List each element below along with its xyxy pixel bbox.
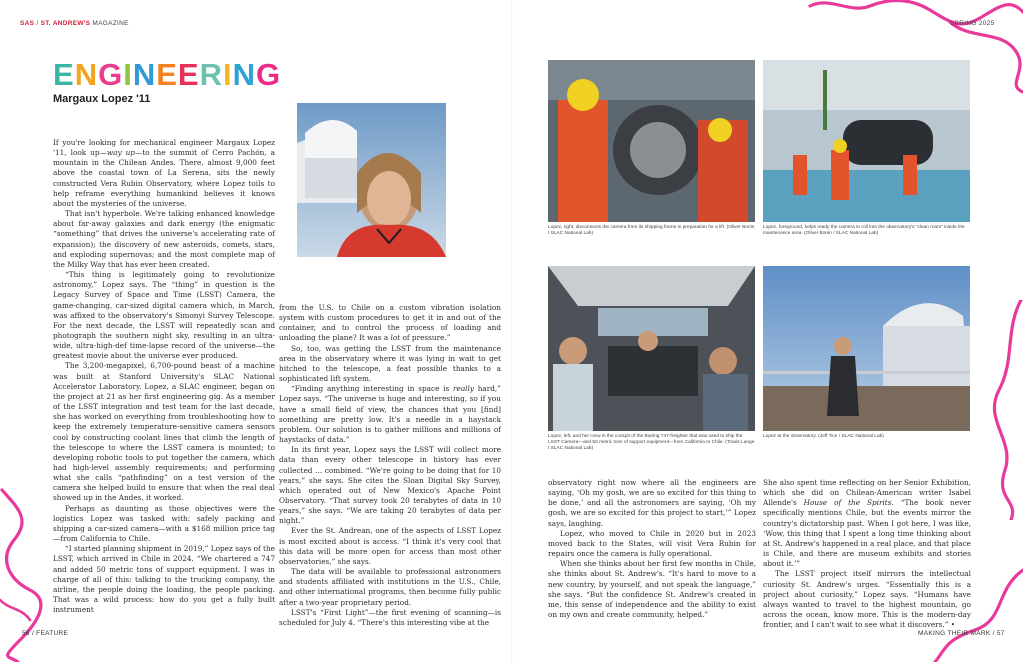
article-column-3: [548, 478, 756, 618]
photo-observatory: [763, 266, 970, 431]
paragraph: The 3,200-megapixel, 6,700-pound beast of a machine was built at Stanford University's SLAC National Accelerator Laboratory. Lopez, a SLAC engineer, began on the project at 21 as her first engineering gig. As a member of the LSST integration and test team for the last decade, she has worked on everything from troubleshooting how to keep the extremely temperature-sensitive camera sensors cool by constructing coolant lines that climb the length of the telescope to where the LSST camera is mounted; to developing robotic tools to put together the camera, which had high-level assembly requirements; and performing what she calls “pathfinding” on a test version of the camera she helped build to ensure that when the real deal showed up in the Andes, it worked.: [53, 361, 275, 503]
title-letter: E: [177, 57, 200, 92]
paragraph: [763, 478, 971, 569]
paragraph: “I started planning shipment in 2019,” Lopez says of the LSST, which arrived in Chile in 2024. “We chartered a 747 and added 50 metric tons of support equipment. I was in charge of all of this: talking to the trucking company, the airline, the people doing the loading, the people packing. That was a wild process: how do you get a fully built instrument: [53, 544, 275, 615]
caption-cockpit-crew: Lopez, left, and her crew in the cockpit of the Boeing 747-freighter that was used to ship the LSST Camera—and 50 metric tons of support equipment—from California to Chile. (Travis Lange / SLAC National Lab): [548, 434, 755, 452]
header-separator: /: [34, 20, 41, 27]
emphasis: way up: [106, 148, 135, 158]
title-letter: E: [53, 57, 75, 92]
paragraph: The data will be available to professional astronomers and students affiliated with institutions in the U.S., Chile, and other international programs, then become fully public after a two-year proprietary period.: [279, 567, 501, 607]
byline: Margaux Lopez '11: [53, 93, 151, 105]
feature-title: [53, 57, 282, 92]
header-sas: SAS: [20, 20, 35, 27]
caption-observatory: Lopez at the observatory. (Jeff Tice / SLAC National Lab): [763, 434, 884, 439]
title-letter: G: [256, 57, 282, 92]
footer-separator: /: [990, 630, 997, 637]
paragraph: [279, 303, 501, 344]
title-letter: N: [74, 57, 99, 92]
running-footer-left: [22, 630, 68, 637]
text-run: from the U.S. to Chile on a custom vibration isolation system with custom procedures to get it in and out of the container, and to control the process of loading and unloading the plane? It was a: [279, 303, 501, 343]
emphasis: House of the Spirits: [803, 498, 892, 508]
paragraph: [279, 384, 501, 445]
emphasis: really: [453, 384, 474, 394]
title-letter: G: [98, 57, 124, 92]
text-run: “Finding anything interesting in space is: [291, 384, 454, 394]
portrait-photo: [297, 103, 446, 257]
paragraph: observatory right now where all the engineers are saying, ‘Oh my gosh, we are so excited for this thing to be done,’ and all the astronomers are saying, ‘Oh my gosh, we are so excited for this project to start,’” Lopez says, laughing.: [548, 478, 756, 528]
title-letter: E: [156, 57, 178, 92]
page-gutter: [511, 0, 513, 662]
paragraph: So, too, was getting the LSST from the maintenance area in the observatory where it was lying in wait to get hitched to the telescope, a feat possible thanks to a sophisticated lift system.: [279, 343, 501, 384]
paragraph: That isn't hyperbole. We're talking enhanced knowledge about far-away galaxies and dark energy (the enigmatic “something” that drives the universe's accelerating rate of expansion); the discovery of new asteroids, comets, stars, and exploding supernovas; and the most complete map of the Milky Way that has ever been created.: [53, 209, 275, 269]
paragraph: LSST's “First Light”—the first evening of scanning—is scheduled for July 4. “There's this interesting vibe at the: [279, 607, 501, 627]
paragraph: The LSST project itself mirrors the intellectual curiosity St. Andrew's urges. “Essentially this is a project about curiosity,” Lopez says. “Humans have always wanted to travel to the highest mountain, go across the ocean, know more. This is the modern-day frontier, and I can't wait to see what it discovers.” •: [763, 569, 971, 630]
title-letter: N: [132, 57, 157, 92]
running-footer-right: [918, 630, 1005, 637]
footer-separator: /: [29, 630, 37, 637]
text-run: She also spent time reflecting on her Senior Exhibition, which she did on Chilean-American writer Isabel Allende's: [763, 478, 971, 508]
page-number-right: 57: [996, 630, 1005, 637]
title-letter: I: [222, 57, 233, 92]
photo-camera-disconnect: [548, 60, 755, 222]
emphasis: lot: [390, 333, 401, 343]
paragraph: Perhaps as daunting as those objectives were the logistics Lopez was tasked with: safely packing and shipping a car-sized camera—with a $168 million price tag—from California to Chile.: [53, 503, 275, 544]
header-school: ST. ANDREW'S: [40, 20, 91, 27]
title-letter: N: [232, 57, 256, 92]
paragraph: Ever the St. Andrean, one of the aspects of LSST Lopez is most excited about is access. “I think it's very cool that this data will be more open for access than most other observatories,” she says.: [279, 526, 501, 566]
paragraph: In its first year, Lopez says the LSST will collect more data than every other telescope in history has ever collected … combined. “We're going to be doing that for 10 years,” she says. She cites the Sloan Digital Sky Survey, which operated out of New Mexico's Apache Point Observatory. “That survey took 20 terabytes of data in 10 years,” she says. “We are taking 20 terabytes of data per night.”: [279, 445, 501, 526]
text-run: If you're looking for mechanical engineer Margaux Lopez '11, look up—: [53, 138, 275, 158]
article-column-2: [279, 303, 501, 627]
paragraph: Lopez, who moved to Chile in 2020 but in 2023 moved back to the States, will visit Vera Rubin for repairs once the camera is fully operational.: [548, 528, 756, 559]
caption-clean-room-prep: Lopez, foreground, helps ready the camera to roll into the observatory's “clean room” inside the maintenance area. (Oliver Bonin / SLAC National Lab): [763, 225, 965, 237]
photo-cockpit-crew: [548, 266, 755, 431]
header-magazine: MAGAZINE: [90, 20, 129, 27]
title-letter: I: [123, 57, 133, 92]
running-header-right: SPRING 2025: [950, 20, 995, 27]
text-run: . “The book never specifically mentions Chile, but the events mirror the country's dictatorship past. When I got here, I was like, ‘Wow, this thing that I spent a long time thinking about at St. Andrew's happened in a real place, and that place is Chile, and there are museum exhibits and stories about it.’”: [763, 498, 972, 569]
page-number-left: 56: [22, 630, 30, 637]
article-column-1: [53, 138, 275, 616]
photo-clean-room-prep: [763, 60, 970, 222]
title-letter: R: [199, 57, 223, 92]
paragraph: “This thing is legitimately going to revolutionize astronomy,” Lopez says. The “thing” in question is the Legacy Survey of Space and Time (LSST) Camera, the game-changing, car-sized digital camera which, in March, was affixed to the observatory's Simonyi Survey Telescope. For the next decade, the LSST will repeatedly scan and photograph the southern night sky, resulting in an ultra-wide, ultra-high-def time-lapse record of the universe—the greatest movie about the universe ever produced.: [53, 270, 275, 361]
text-run: of pressure.”: [400, 333, 451, 343]
paragraph: [53, 138, 275, 209]
running-header-left: [20, 20, 129, 27]
paragraph: When she thinks about her first few months in Chile, she thinks about St. Andrew's. “It's hard to move to a new country, by yourself, and not speak the language,” she says. “But the confidence St. Andrew's created in me, this sense of independence and the ability to exist on my own and create community, helped.”: [548, 559, 756, 620]
decorative-squiggle-right-edge: [985, 300, 1023, 520]
footer-section-right: MAKING THEIR MARK: [918, 630, 991, 637]
caption-camera-disconnect: Lopez, right, disconnects the camera from its shipping frame in preparation for a lift. (Oliver Bonin / SLAC National Lab): [548, 225, 755, 237]
footer-section-left: FEATURE: [36, 630, 69, 637]
text-run: —to the summit of Cerro Pachón, a mountain in the Chilean Andes. There, almost 9,000 feet above the coastal town of La Serena, sits the newly constructed Vera Rubin Observatory, where Lopez toils to help reframe everything humankind believes it knows about the mysteries of the universe.: [53, 148, 275, 208]
article-column-4: [763, 478, 972, 630]
text-run: hard,” Lopez says. “The universe is huge and interesting, so if you have a small field of view, the chances that you [find] something are pretty low. It's a needle in a haystack problem. Our solution is to gather millions and millions of haystacks of data.”: [279, 384, 501, 445]
